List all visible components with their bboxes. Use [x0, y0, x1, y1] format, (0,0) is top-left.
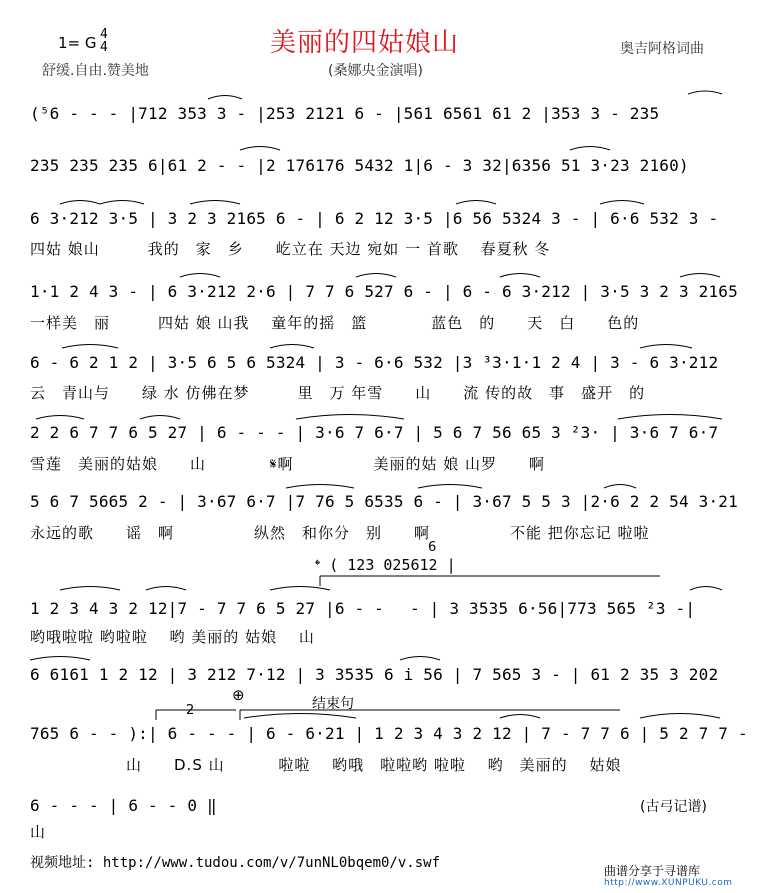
coda-sign-icon: ⊕ — [232, 686, 245, 704]
coda-triplet-mark: 6 — [428, 540, 437, 555]
volta-number: 2 — [186, 703, 195, 718]
lyrics-line-6: 雪莲 美丽的姑娘 山 𝄋啊 美丽的姑 娘 山罗 啊 — [30, 455, 545, 473]
score-system-10: 765 6 - - ):| 6 - - - | 6 - 6·21 | 1 2 3 4 3 2 12 | 7 - 7 7 6 | 5 2 7 7 - — [30, 724, 748, 743]
score-system-1: (⁵6 - - - |712 353 3 - |253 2121 6 - |561 6561 61 2 |353 3 - 235 — [30, 104, 660, 123]
watermark-text: 曲谱分享于寻谱库 — [604, 864, 701, 878]
score-system-8: 1 2 3 4 3 2 12|7 - 7 7 6 5 27 |6 - - - | 3 3535 6·56|773 565 ²3 -| — [30, 599, 696, 618]
lyrics-line-4: 一样美 丽 四姑 娘 山我 童年的摇 篮 蓝色 的 天 白 色的 — [30, 314, 640, 332]
score-system-3: 6 3·212 3·5 | 3 2 3 2165 6 - | 6 2 12 3·5 |6 56 5324 3 - | 6·6 532 3 - — [30, 209, 719, 228]
score-system-7: 5 6 7 5665 2 - | 3·67 6·7 |7 76 5 6535 6 - | 3·67 5 5 3 |2·6 2 2 54 3·21 — [30, 492, 738, 511]
lyrics-line-7: 永远的歌 谣 啊 纵然 和你分 别 啊 不能 把你忘记 啦啦 — [30, 524, 650, 542]
performance-style: 舒缓.自由.赞美地 — [42, 63, 149, 79]
score-system-9: 6 6161 1 2 12 | 3 212 7·12 | 3 3535 6 i 56 | 7 565 3 - | 61 2 35 3 202 — [30, 665, 719, 684]
song-title: 美丽的四姑娘山 — [270, 28, 460, 58]
key-signature: 1= G — [58, 34, 97, 52]
lyrics-line-10: 山 D.S 山 啦啦 哟哦 啦啦哟 啦啦 哟 美丽的 姑娘 — [30, 756, 622, 774]
score-system-5: 6 - 6 2 1 2 | 3·5 6 5 6 5324 | 3 - 6·6 532 |3 ³3·1·1 2 4 | 3 - 6 3·212 — [30, 353, 719, 372]
singer-credit: (桑娜央金演唱) — [328, 63, 423, 79]
meter-top: 4 — [100, 27, 108, 42]
composer-credit: 奥吉阿格词曲 — [620, 41, 704, 57]
score-system-4: 1·1 2 4 3 - | 6 3·212 2·6 | 7 7 6 527 6 - | 6 - 6 3·212 | 3·5 3 2 3 2165 — [30, 282, 738, 301]
lyrics-line-11: 山 — [30, 823, 47, 841]
coda-intro: 𝄌 ( 123 025612 | — [315, 556, 456, 574]
video-link[interactable]: 视频地址: http://www.tudou.com/v/7unNL0bqem0/v.swf — [30, 855, 441, 871]
meter-bottom: 4 — [100, 40, 108, 55]
watermark-url: http://www.XUNPUKU.com — [604, 878, 733, 888]
lyrics-line-5: 云 青山与 绿 水 仿佛在梦 里 万 年雪 山 流 传的故 事 盛开 的 — [30, 384, 646, 402]
transcriber-credit: (古弓记谱) — [640, 799, 707, 815]
score-system-2: 235 235 235 6|61 2 - - |2 176176 5432 1|6 - 3 32|6356 51 3·23 2160) — [30, 156, 689, 175]
score-system-11: 6 - - - | 6 - - 0 ‖ — [30, 796, 217, 815]
score-system-6: 2 2 6 7 7 6 5 27 | 6 - - - | 3·6 7 6·7 | 5 6 7 56 65 3 ²3· | 3·6 7 6·7 — [30, 423, 719, 442]
ending-label: 结束句 — [312, 696, 354, 712]
lyrics-line-8: 哟哦啦啦 哟啦啦 哟 美丽的 姑娘 山 — [30, 628, 315, 646]
lyrics-line-3: 四姑 娘山 我的 家 乡 屹立在 天边 宛如 一 首歌 春夏秋 冬 — [30, 240, 551, 258]
